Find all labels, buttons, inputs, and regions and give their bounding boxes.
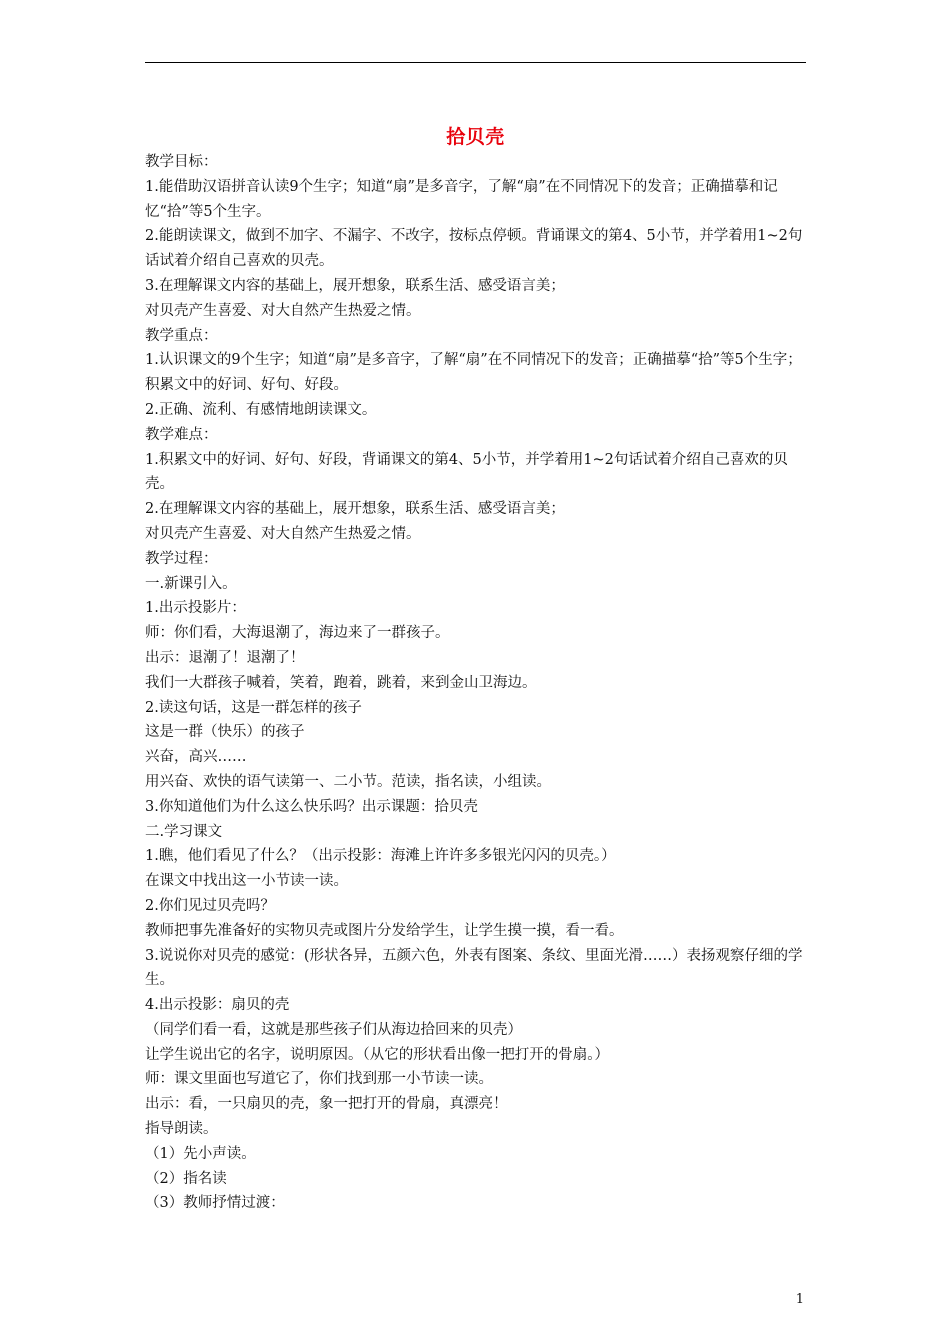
paragraph: 3.你知道他们为什么这么快乐吗？出示课题：拾贝壳 — [145, 798, 478, 815]
page-number: 1 — [795, 1292, 804, 1307]
paragraph: 这是一群（快乐）的孩子 — [145, 724, 305, 741]
paragraph: 兴奋，高兴…… — [145, 749, 247, 766]
paragraph: 我们一大群孩子喊着，笑着，跑着，跳着，来到金山卫海边。 — [145, 674, 537, 691]
paragraph: 1.出示投影片： — [145, 600, 246, 617]
paragraph: （1）先小声读。 — [145, 1145, 256, 1162]
paragraph: （同学们看一看，这就是那些孩子们从海边拾回来的贝壳） — [145, 1021, 522, 1038]
paragraph: 1.认识课文的9个生字；知道“扇”是多音字，了解“扇”在不同情况下的发音；正确描摹“拾”等5个生字；积累文中的好词、好句、好段。 — [145, 352, 802, 394]
paragraph: 教学难点： — [145, 426, 218, 443]
paragraph: 让学生说出它的名字，说明原因。（从它的形状看出像一把打开的骨扇。） — [145, 1046, 609, 1063]
paragraph: 二.学习课文 — [145, 823, 223, 840]
document-body — [145, 150, 807, 1216]
paragraph: 教学过程： — [145, 550, 218, 567]
paragraph: 用兴奋、欢快的语气读第一、二小节。范读，指名读，小组读。 — [145, 773, 551, 790]
document-title: 拾贝壳 — [446, 126, 505, 148]
paragraph: （2）指名读 — [145, 1170, 227, 1187]
paragraph: 在课文中找出这一小节读一读。 — [145, 873, 348, 890]
paragraph: 一.新课引入。 — [145, 575, 237, 592]
paragraph: （3）教师抒情过渡： — [145, 1195, 285, 1212]
paragraph: 指导朗读。 — [145, 1121, 218, 1138]
paragraph: 师：你们看，大海退潮了，海边来了一群孩子。 — [145, 625, 450, 642]
paragraph: 出示：看，一只扇贝的壳，象一把打开的骨扇，真漂亮！ — [145, 1096, 508, 1113]
paragraph: 1.瞧，他们看见了什么？（出示投影：海滩上许许多多银光闪闪的贝壳。） — [145, 848, 616, 865]
paragraph: 1.能借助汉语拼音认读9个生字；知道“扇”是多音字，了解“扇”在不同情况下的发音；正确描摹和记忆“拾”等5个生字。 — [145, 178, 778, 220]
paragraph: 3.在理解课文内容的基础上，展开想象，联系生活、感受语言美； — [145, 277, 565, 294]
paragraph: 2.能朗读课文，做到不加字、不漏字、不改字，按标点停顿。背诵课文的第4、5小节，并学着用1~2句话试着介绍自己喜欢的贝壳。 — [145, 228, 803, 270]
paragraph: 1.积累文中的好词、好句、好段，背诵课文的第4、5小节，并学着用1~2句话试着介绍自己喜欢的贝壳。 — [145, 451, 788, 493]
paragraph: 4.出示投影：扇贝的壳 — [145, 997, 290, 1014]
paragraph: 教学目标： — [145, 154, 218, 170]
paragraph: 2.在理解课文内容的基础上，展开想象，联系生活、感受语言美； — [145, 501, 565, 518]
paragraph: 2.正确、流利、有感情地朗读课文。 — [145, 401, 377, 418]
paragraph: 出示：退潮了！退潮了！ — [145, 649, 305, 666]
paragraph: 对贝壳产生喜爱、对大自然产生热爱之情。 — [145, 302, 421, 319]
paragraph: 2.你们见过贝壳吗？ — [145, 897, 275, 914]
paragraph: 3.说说你对贝壳的感觉：(形状各异，五颜六色，外表有图案、条纹、里面光滑……）表扬观察仔细的学生。 — [145, 947, 803, 989]
paragraph: 教师把事先准备好的实物贝壳或图片分发给学生，让学生摸一摸，看一看。 — [145, 922, 624, 939]
paragraph: 2.读这句话，这是一群怎样的孩子 — [145, 699, 362, 716]
paragraph: 教学重点： — [145, 327, 218, 344]
header-rule — [145, 62, 806, 63]
paragraph: 师：课文里面也写道它了，你们找到那一小节读一读。 — [145, 1071, 493, 1088]
paragraph: 对贝壳产生喜爱、对大自然产生热爱之情。 — [145, 525, 421, 542]
